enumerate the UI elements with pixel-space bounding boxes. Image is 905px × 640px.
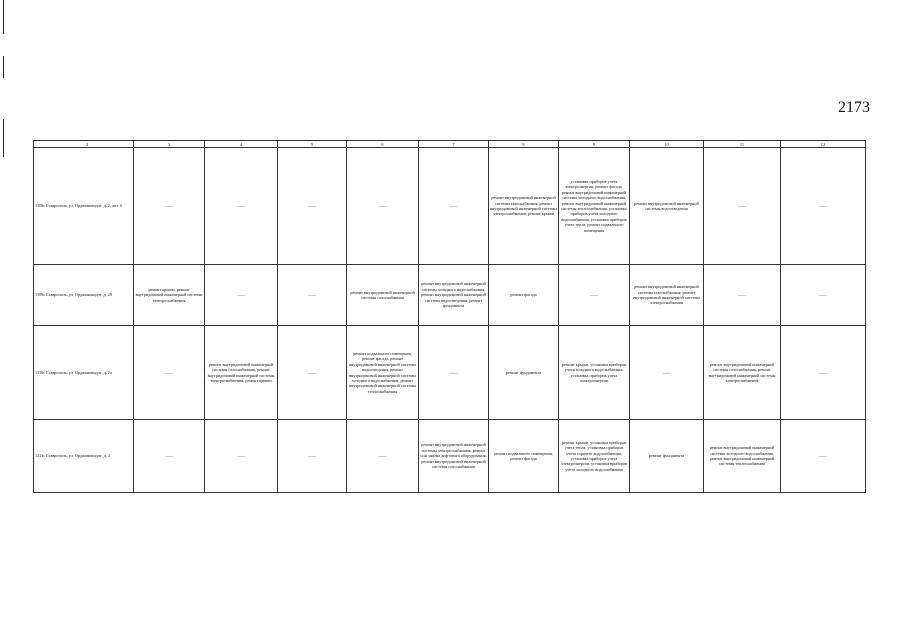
header-cell	[34, 141, 42, 148]
row-address: г. Ставрополь, ул. Орджоникидзе, д. 2, лит. б	[42, 148, 134, 265]
header-cell: 7	[419, 141, 489, 148]
header-cell: 10	[630, 141, 704, 148]
empty-cell-dash: ——	[630, 326, 704, 420]
header-cell: 4	[205, 141, 278, 148]
work-cell: ремонт внутридомовой инженерной системы газоснабжения, ремонт внутридомовой инженерной системы электроснабжения	[704, 326, 781, 420]
work-cell: ремонт фасада	[489, 265, 559, 326]
empty-cell-dash: ——	[278, 148, 347, 265]
header-row	[34, 141, 866, 148]
work-cell: ремонт крыши, установка приборов учета холодного водоснабжения, установка приборов учета электроэнергии	[559, 326, 630, 420]
empty-cell-dash: ——	[205, 148, 278, 265]
work-cell: ремонт фундамента	[630, 420, 704, 493]
row-address: г. Ставрополь, ул. Орджоникидзе, д. 4	[42, 420, 134, 493]
table-row	[34, 265, 866, 326]
work-cell: ремонт подвального помещения, ремонт фасада	[489, 420, 559, 493]
empty-cell-dash: ——	[419, 148, 489, 265]
page-number: 2173	[838, 99, 870, 116]
work-cell: ремонт внутридомовой инженерной системы газоснабжения, ремонт внутридомовой инженерной системы электроснабжения	[630, 265, 704, 326]
empty-cell-dash: ——	[781, 148, 866, 265]
work-cell: ремонт внутридомовой инженерной системы холодного водоснабжения, ремонт внутридомовой инженерной системы теплоснабжения	[704, 420, 781, 493]
table-row	[34, 148, 866, 265]
table-row	[34, 420, 866, 493]
empty-cell-dash: ——	[704, 265, 781, 326]
work-cell: ремонт внутридомовой инженерной системы холодного водоснабжения, ремонт внутридомовой инженерной системы водоотведения, ремонт фундамента	[419, 265, 489, 326]
empty-cell-dash: ——	[781, 420, 866, 493]
work-cell: ремонт подвального помещения, ремонт фасада, ремонт внутридомовой инженерной системы водоотведения, ремонт внутридомовой инженерной системы холодного водоснабжения, ремонт внутридомовой инженерной системы теплоснабжения	[347, 326, 419, 420]
empty-cell-dash: ——	[559, 265, 630, 326]
work-cell: ремонт внутридомовой инженерной системы водоотведения	[630, 148, 704, 265]
header-cell: 3	[134, 141, 205, 148]
empty-cell-dash: ——	[781, 265, 866, 326]
row-number: 1310	[34, 326, 42, 420]
work-cell: ремонт внутридомовой инженерной системы газоснабжения	[347, 265, 419, 326]
header-cell: 11	[704, 141, 781, 148]
repair-schedule-table	[33, 140, 866, 493]
empty-cell-dash: ——	[347, 148, 419, 265]
work-cell: ремонт внутридомовой инженерной системы газоснабжения, ремонт внутридомовой инженерной системы электроснабжения, ремонт крыши	[205, 326, 278, 420]
work-cell: ремонт внутридомовой инженерной системы газоснабжения, ремонт внутридомовой инженерной системы электроснабжения, ремонт крыши	[489, 148, 559, 265]
row-number: 1309	[34, 265, 42, 326]
empty-cell-dash: ——	[278, 265, 347, 326]
work-cell: ремонт внутридомовой инженерной системы электроснабжения, ремонт или замена лифтового оборудования, ремонт внутридомовой инженерной системы газоснабжения	[419, 420, 489, 493]
work-cell: ремонт фундамента	[489, 326, 559, 420]
header-cell: 2	[42, 141, 134, 148]
margin-line-2	[3, 56, 4, 78]
empty-cell-dash: ——	[781, 326, 866, 420]
empty-cell-dash: ——	[205, 265, 278, 326]
row-number: 1311	[34, 420, 42, 493]
margin-line-3	[3, 119, 4, 157]
header-cell: 5	[278, 141, 347, 148]
header-cell: 8	[489, 141, 559, 148]
empty-cell-dash: ——	[704, 148, 781, 265]
empty-cell-dash: ——	[278, 326, 347, 420]
row-address: г. Ставрополь, ул. Орджоникидзе, д. 29	[42, 265, 134, 326]
empty-cell-dash: ——	[347, 420, 419, 493]
row-address: г. Ставрополь, ул. Орджоникидзе, д. 2а	[42, 326, 134, 420]
row-number: 1308	[34, 148, 42, 265]
empty-cell-dash: ——	[134, 326, 205, 420]
empty-cell-dash: ——	[134, 148, 205, 265]
header-cell: 9	[559, 141, 630, 148]
work-cell: ремонт крыши, установка приборов учета тепла, установка приборов учета горячего водоснабжения, установка приборов учета электроэнергии, установка приборов учета холодного водоснабжения	[559, 420, 630, 493]
work-cell: ремонт крыши, ремонт внутридомовой инженерной системы электроснабжения	[134, 265, 205, 326]
work-cell: установка приборов учета электроэнергии, ремонт фасада, ремонт внутридомовой инженерной системы холодного водоснабжения, ремонт внутридомовой инженерной системы теплоснабжения, установка приборов учета холодного водоснабжения, установка приборов учета тепла, ремонт подвального помещения	[559, 148, 630, 265]
table-row	[34, 326, 866, 420]
empty-cell-dash: ——	[278, 420, 347, 493]
margin-line-1	[3, 0, 4, 34]
empty-cell-dash: ——	[205, 420, 278, 493]
header-cell: 12	[781, 141, 866, 148]
header-cell: 6	[347, 141, 419, 148]
empty-cell-dash: ——	[134, 420, 205, 493]
empty-cell-dash: ——	[419, 326, 489, 420]
